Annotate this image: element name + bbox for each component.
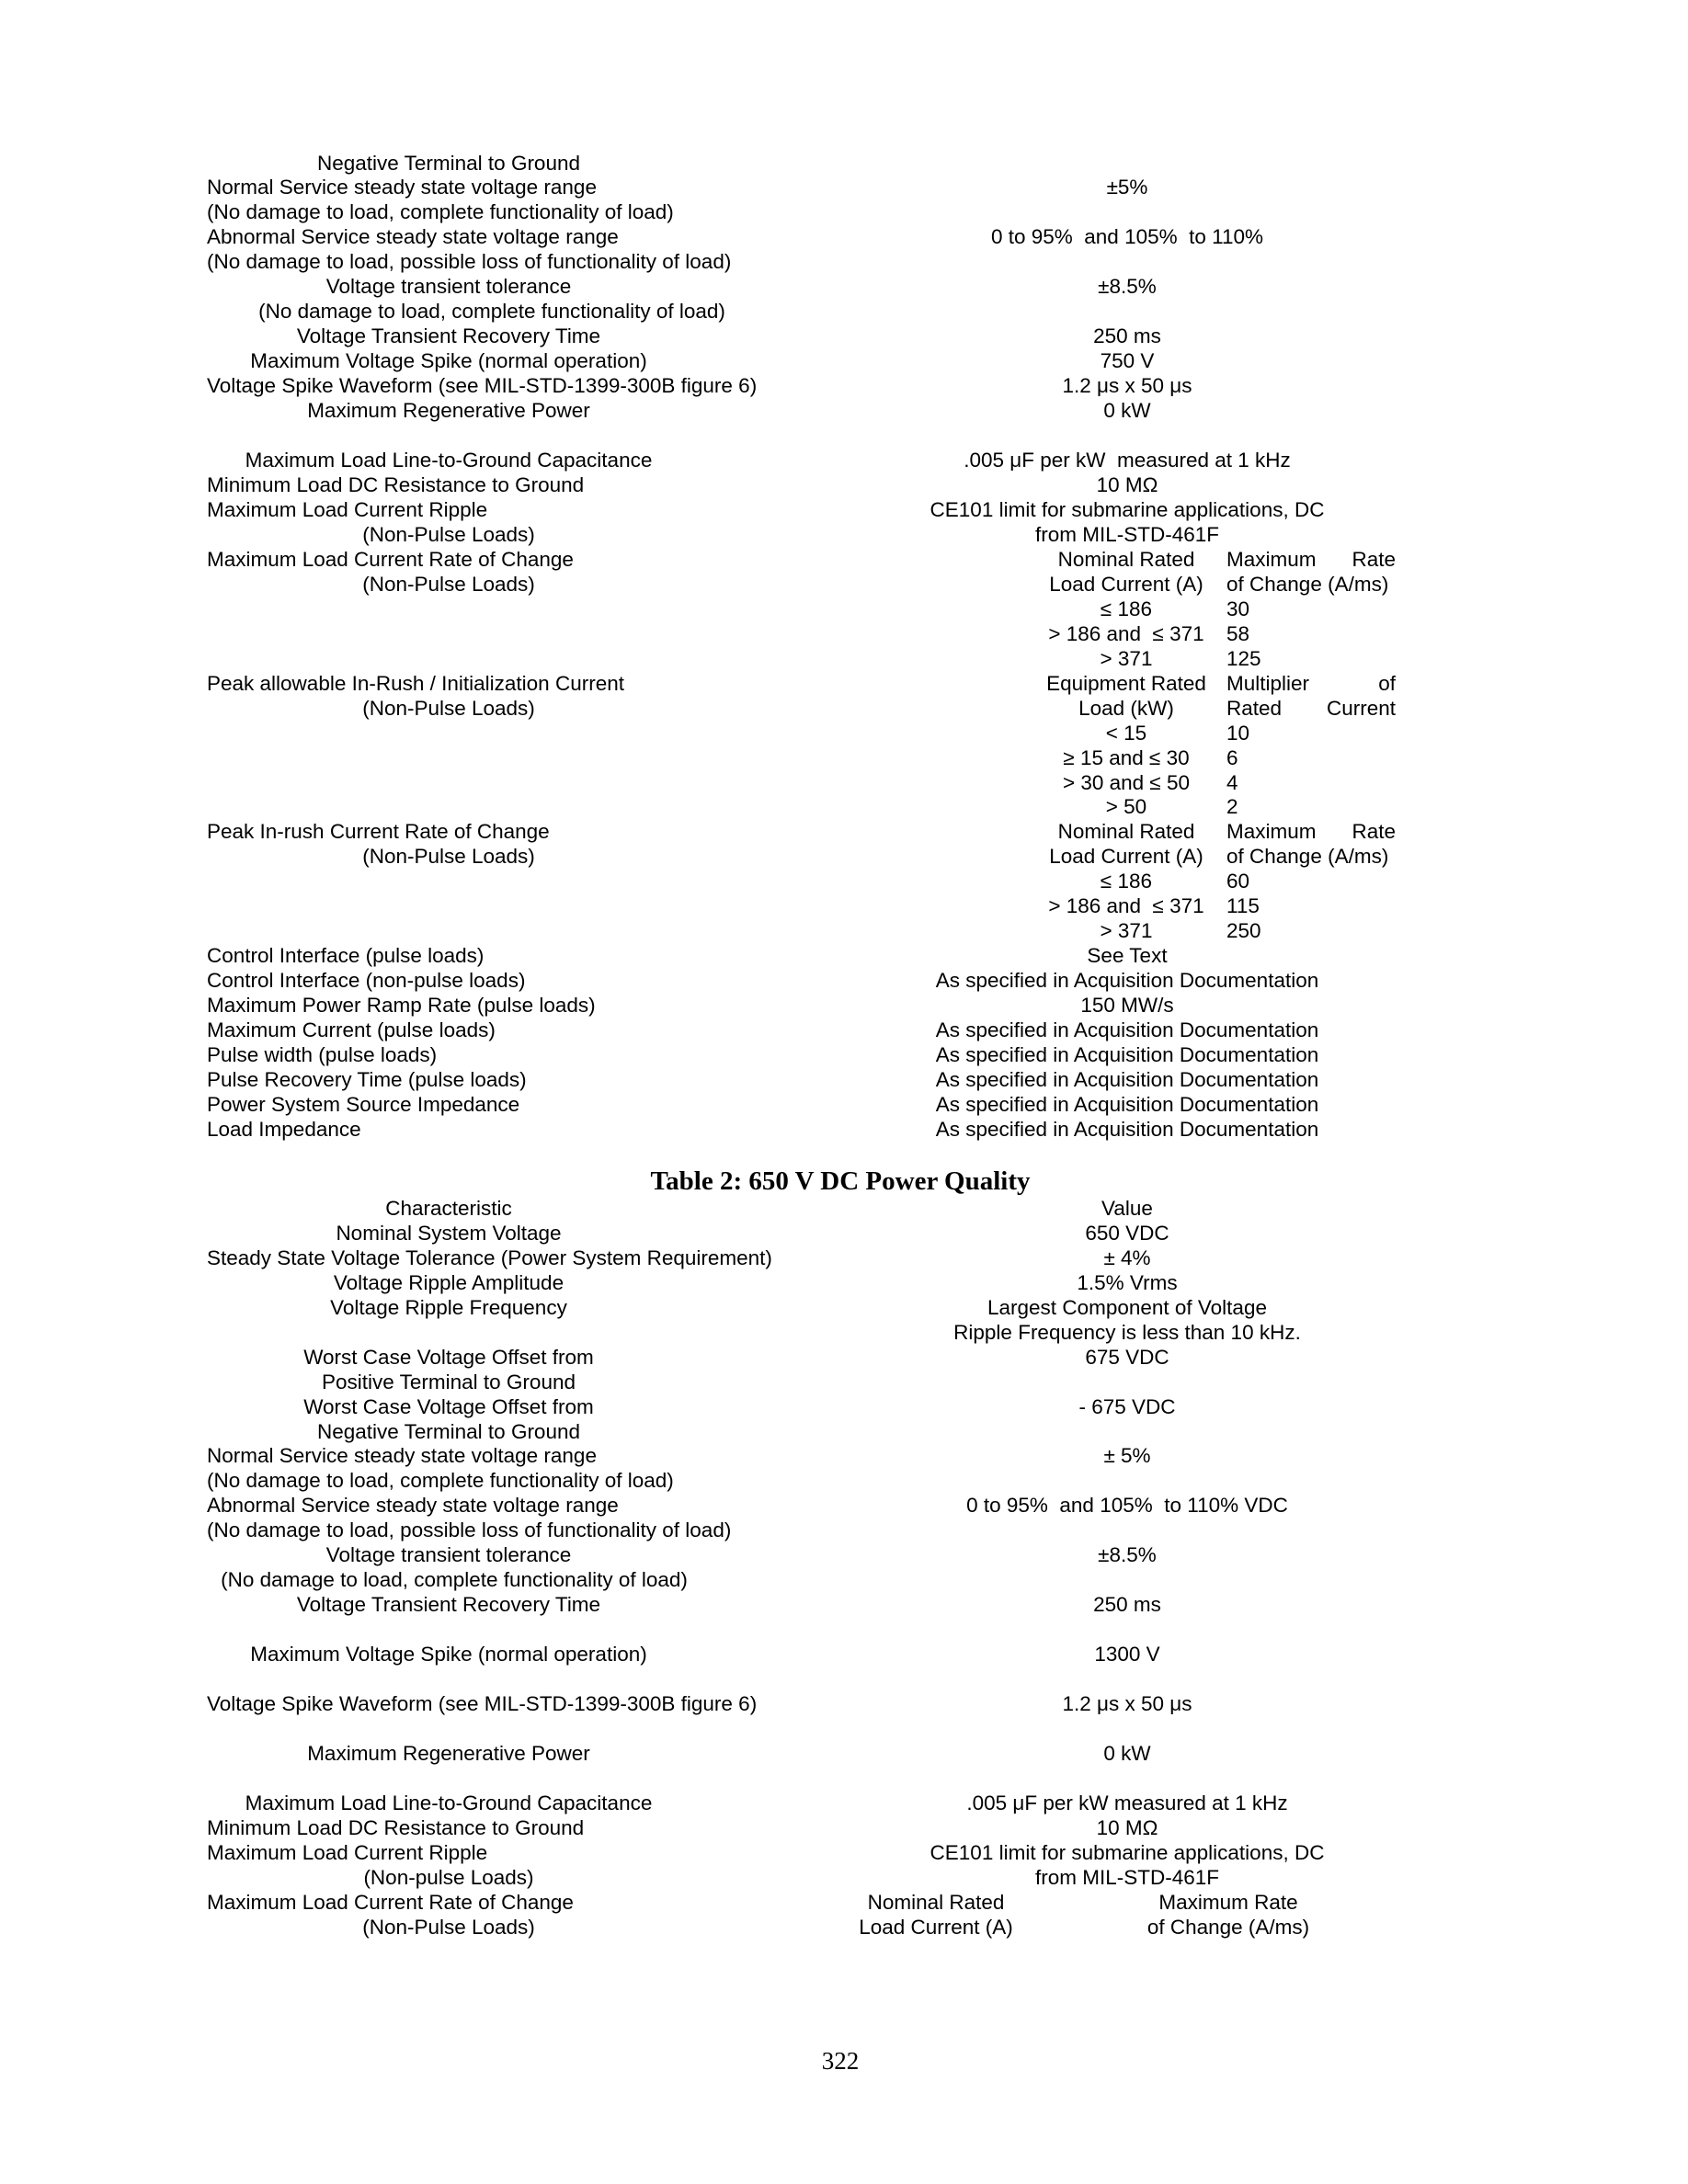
subtable-limit-cell: Maximum Rate — [1158, 1890, 1298, 1914]
table2-title: Table 2: 650 V DC Power Quality — [650, 1166, 1031, 1196]
characteristic-cell: Voltage Spike Waveform (see MIL-STD-1399-300B figure 6) — [207, 1692, 758, 1716]
characteristic-cell: Nominal System Voltage — [336, 1221, 562, 1245]
subtable-range-cell: < 15 — [1105, 721, 1147, 745]
subtable-range-cell: > 371 — [1100, 646, 1153, 670]
subtable-range-cell: Nominal Rated — [1057, 820, 1195, 844]
characteristic-cell: (No damage to load, complete functionality of load) — [207, 200, 674, 224]
characteristic-cell: Maximum Load Current Ripple — [207, 1840, 488, 1864]
characteristic-cell: Maximum Load Line-to-Ground Capacitance — [245, 1791, 653, 1814]
value-cell: 1.2 μs x 50 μs — [1062, 1692, 1192, 1716]
value-cell: 750 V — [1100, 349, 1155, 373]
value-cell: 0 to 95% and 105% to 110% VDC — [966, 1494, 1288, 1518]
value-cell: Largest Component of Voltage — [987, 1295, 1267, 1319]
subtable-limit-cell: 125 — [1226, 646, 1261, 670]
value-cell: CE101 limit for submarine applications, DC — [930, 497, 1325, 521]
characteristic-cell: Voltage Ripple Amplitude — [333, 1270, 565, 1294]
subtable-limit-cell: 10 — [1226, 721, 1250, 745]
characteristic-cell: Normal Service steady state voltage range — [207, 176, 597, 199]
characteristic-cell: Maximum Load Current Rate of Change — [207, 1890, 574, 1914]
value-cell: See Text — [1087, 944, 1168, 968]
subtable-range-cell: > 186 and ≤ 371 — [1048, 894, 1204, 918]
subtable-limit-cell: of Change (A/ms) — [1226, 572, 1389, 596]
subtable-range-cell: > 186 and ≤ 371 — [1048, 621, 1204, 645]
characteristic-cell: Characteristic — [385, 1196, 512, 1220]
characteristic-cell: Minimum Load DC Resistance to Ground — [207, 1815, 585, 1839]
value-cell: 150 MW/s — [1080, 994, 1174, 1018]
subtable-range-cell: Equipment Rated — [1046, 671, 1206, 695]
characteristic-cell: Maximum Regenerative Power — [307, 399, 590, 423]
subtable-range-cell: > 371 — [1100, 919, 1153, 943]
subtable-range-cell: Load (kW) — [1078, 696, 1174, 720]
characteristic-cell: Worst Case Voltage Offset from — [303, 1394, 594, 1418]
subtable-limit-cell: 250 — [1226, 919, 1261, 943]
value-cell: As specified in Acquisition Documentation — [935, 969, 1319, 993]
value-cell: As specified in Acquisition Documentation — [935, 1117, 1319, 1141]
characteristic-cell: Peak allowable In-Rush / Initialization Current — [207, 671, 624, 695]
characteristic-cell: (No damage to load, complete functionality of load) — [221, 1568, 688, 1592]
characteristic-cell: (Non-Pulse Loads) — [362, 522, 535, 546]
value-cell: ± 4% — [1103, 1246, 1151, 1269]
value-cell: .005 μF per kW measured at 1 kHz — [966, 1791, 1288, 1814]
page-number: 322 — [821, 2047, 860, 2075]
subtable-limit-cell: 4 — [1226, 770, 1238, 794]
characteristic-cell: Positive Terminal to Ground — [322, 1370, 576, 1393]
characteristic-cell: Maximum Load Current Ripple — [207, 497, 488, 521]
characteristic-cell: (Non-Pulse Loads) — [362, 1915, 535, 1939]
subtable-limit-cell: Multiplier of — [1226, 671, 1396, 695]
characteristic-cell: (No damage to load, complete functionality of load) — [258, 300, 725, 324]
value-cell: ±8.5% — [1098, 275, 1157, 299]
value-cell: As specified in Acquisition Documentation — [935, 1068, 1319, 1092]
characteristic-cell: Pulse width (pulse loads) — [207, 1043, 438, 1067]
subtable-limit-cell: of Change (A/ms) — [1146, 1915, 1310, 1939]
subtable-limit-cell: 2 — [1226, 795, 1238, 819]
value-cell: - 675 VDC — [1078, 1394, 1176, 1418]
value-cell: 1.5% Vrms — [1077, 1270, 1178, 1294]
characteristic-cell: (No damage to load, possible loss of functionality of load) — [207, 250, 732, 274]
subtable-limit-cell: Rated Current — [1226, 696, 1396, 720]
value-cell: As specified in Acquisition Documentation — [935, 1018, 1319, 1042]
characteristic-cell: Maximum Load Line-to-Ground Capacitance — [245, 449, 653, 472]
value-cell: Value — [1101, 1196, 1153, 1220]
subtable-limit-cell: 60 — [1226, 870, 1250, 893]
value-cell: 1.2 μs x 50 μs — [1062, 374, 1192, 398]
value-cell: 0 to 95% and 105% to 110% — [990, 225, 1264, 249]
characteristic-cell: Voltage Spike Waveform (see MIL-STD-1399-300B figure 6) — [207, 374, 758, 398]
characteristic-cell: (Non-Pulse Loads) — [362, 845, 535, 869]
subtable-limit-cell: 58 — [1226, 621, 1250, 645]
characteristic-cell: Normal Service steady state voltage range — [207, 1444, 597, 1468]
subtable-range-cell: Load Current (A) — [1049, 572, 1203, 596]
subtable-range-cell: Load Current (A) — [859, 1915, 1013, 1939]
characteristic-cell: Voltage transient tolerance — [325, 1543, 572, 1567]
subtable-range-cell: > 30 and ≤ 50 — [1062, 770, 1191, 794]
characteristic-cell: Maximum Current (pulse loads) — [207, 1018, 496, 1042]
value-cell: from MIL-STD-461F — [1034, 522, 1220, 546]
value-cell: Ripple Frequency is less than 10 kHz. — [953, 1320, 1301, 1344]
value-cell: 10 MΩ — [1096, 472, 1158, 496]
characteristic-cell: Negative Terminal to Ground — [317, 151, 580, 175]
subtable-limit-cell: 115 — [1226, 894, 1260, 918]
value-cell: ±8.5% — [1098, 1543, 1157, 1567]
characteristic-cell: Voltage Transient Recovery Time — [296, 1593, 601, 1617]
characteristic-cell: (No damage to load, possible loss of functionality of load) — [207, 1519, 732, 1542]
value-cell: 250 ms — [1093, 1593, 1161, 1617]
value-cell: 0 kW — [1103, 1741, 1151, 1765]
subtable-range-cell: ≥ 15 and ≤ 30 — [1063, 745, 1190, 769]
characteristic-cell: Negative Terminal to Ground — [317, 1419, 580, 1443]
characteristic-cell: Maximum Regenerative Power — [307, 1741, 590, 1765]
value-cell: 675 VDC — [1085, 1345, 1169, 1369]
characteristic-cell: Voltage Transient Recovery Time — [296, 324, 601, 348]
subtable-limit-cell: Maximum Rate — [1226, 820, 1396, 844]
subtable-range-cell: Load Current (A) — [1049, 845, 1203, 869]
value-cell: .005 μF per kW measured at 1 kHz — [964, 449, 1291, 472]
characteristic-cell: Maximum Voltage Spike (normal operation) — [250, 1643, 647, 1666]
characteristic-cell: Peak In-rush Current Rate of Change — [207, 820, 550, 844]
characteristic-cell: (Non-Pulse Loads) — [362, 696, 535, 720]
value-cell: 0 kW — [1103, 399, 1151, 423]
characteristic-cell: Voltage transient tolerance — [325, 275, 572, 299]
value-cell: 250 ms — [1093, 324, 1161, 348]
subtable-limit-cell: Maximum Rate — [1226, 547, 1396, 571]
characteristic-cell: Voltage Ripple Frequency — [330, 1295, 567, 1319]
value-cell: As specified in Acquisition Documentation — [935, 1043, 1319, 1067]
characteristic-cell: Maximum Power Ramp Rate (pulse loads) — [207, 994, 596, 1018]
characteristic-cell: Minimum Load DC Resistance to Ground — [207, 472, 585, 496]
value-cell: CE101 limit for submarine applications, DC — [930, 1840, 1325, 1864]
subtable-range-cell: > 50 — [1105, 795, 1147, 819]
value-cell: from MIL-STD-461F — [1034, 1865, 1220, 1889]
characteristic-cell: Abnormal Service steady state voltage range — [207, 225, 619, 249]
value-cell: 650 VDC — [1085, 1221, 1169, 1245]
characteristic-cell: Load Impedance — [207, 1117, 361, 1141]
value-cell: 1300 V — [1094, 1643, 1160, 1666]
subtable-range-cell: ≤ 186 — [1100, 870, 1153, 893]
value-cell: ±5% — [1106, 176, 1148, 199]
subtable-range-cell: Nominal Rated — [1057, 547, 1195, 571]
characteristic-cell: Steady State Voltage Tolerance (Power System Requirement) — [207, 1246, 772, 1269]
characteristic-cell: Abnormal Service steady state voltage range — [207, 1494, 619, 1518]
characteristic-cell: (No damage to load, complete functionality of load) — [207, 1469, 674, 1493]
subtable-range-cell: Nominal Rated — [867, 1890, 1005, 1914]
characteristic-cell: Maximum Voltage Spike (normal operation) — [250, 349, 647, 373]
subtable-range-cell: ≤ 186 — [1100, 597, 1153, 620]
value-cell: ± 5% — [1103, 1444, 1151, 1468]
subtable-limit-cell: of Change (A/ms) — [1226, 845, 1389, 869]
value-cell: 10 MΩ — [1096, 1815, 1158, 1839]
characteristic-cell: Maximum Load Current Rate of Change — [207, 547, 574, 571]
characteristic-cell: Control Interface (pulse loads) — [207, 944, 485, 968]
subtable-limit-cell: 30 — [1226, 597, 1250, 620]
subtable-limit-cell: 6 — [1226, 745, 1238, 769]
characteristic-cell: (Non-pulse Loads) — [363, 1865, 534, 1889]
characteristic-cell: Control Interface (non-pulse loads) — [207, 969, 526, 993]
value-cell: As specified in Acquisition Documentation — [935, 1092, 1319, 1116]
characteristic-cell: (Non-Pulse Loads) — [362, 572, 535, 596]
characteristic-cell: Power System Source Impedance — [207, 1092, 520, 1116]
characteristic-cell: Pulse Recovery Time (pulse loads) — [207, 1068, 527, 1092]
characteristic-cell: Worst Case Voltage Offset from — [303, 1345, 594, 1369]
